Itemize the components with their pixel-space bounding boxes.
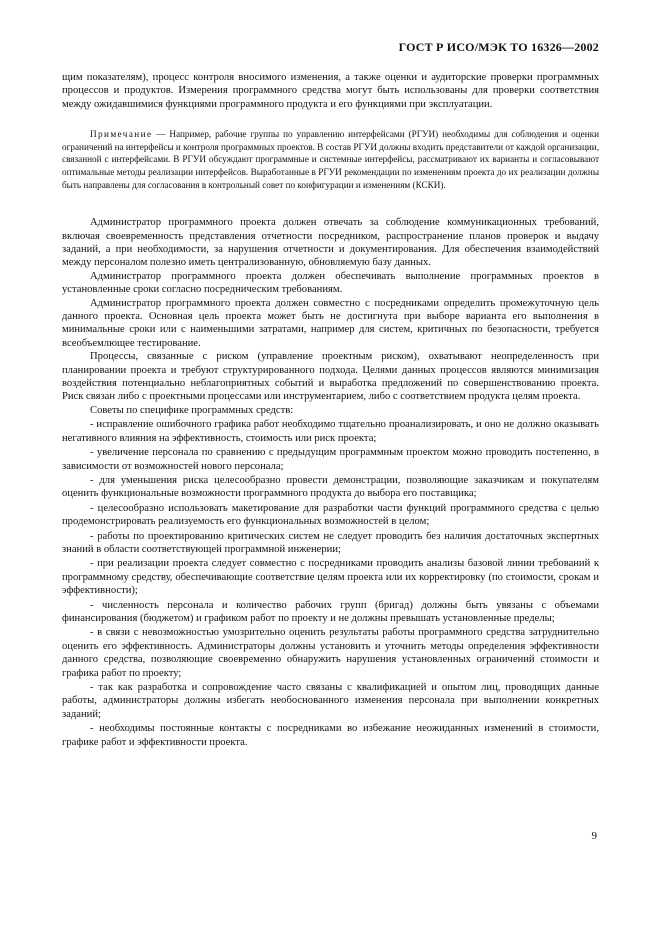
intro-continuation: щим показателям), процесс контроля вносимого изменения, а также оценки и аудиторские проверки программных процессов и продуктов. Измерения программного средства могут быть использованы для проверки соответствия между ожидавшимися функциями программного продукта и его функциями при эксплуатации.	[62, 72, 599, 110]
tips-list	[62, 418, 599, 749]
list-item: - необходимы постоянные контакты с посредниками во избежание неожиданных изменений в стоимости, графике работ и эффективности проекта.	[62, 723, 599, 748]
paragraph-deadlines: Администратор программного проекта должен обеспечивать выполнение программных проектов в установленные сроки согласно посредническим требованиям.	[62, 270, 599, 296]
note-paragraph	[62, 128, 599, 191]
list-item: - для уменьшения риска целесообразно провести демонстрации, позволяющие заказчикам и покупателям оценить функциональные возможности программного продукта до выбора его поставщика;	[62, 474, 599, 500]
list-item: - в связи с невозможностью умозрительно оценить результаты работы программного средства затруднительно оценить его эффективность. Администраторы должны установить и уточнить методы определения эффективности данного средства, позволяющие своевременно обнаружить нарушения установленных ограничений стоимости и графика работ по проекту;	[62, 627, 599, 679]
note-block	[62, 128, 599, 191]
list-item: - целесообразно использовать макетирование для разработки части функций программного средства с целью продемонстрировать реализуемость его функциональных возможностей в целом;	[62, 502, 599, 528]
list-item: - исправление ошибочного графика работ необходимо тщательно проанализировать, и оно не должно оказывать негативного влияния на эффективность, стоимость или риск проекта;	[62, 419, 599, 444]
list-item: - так как разработка и сопровождение часто связаны с квалификацией и опытом лиц, проводящих данные работы, администраторы должны избегать необоснованного изменения персонала при выполнении конкретных заданий;	[62, 682, 599, 720]
tips-heading: Советы по специфике программных средств:	[90, 404, 294, 416]
paragraph-risk: Процессы, связанные с риском (управление проектным риском), охватывают неопределенность при планировании проекта и требуют структурированного подхода. Целями данных процессов являются минимизация воздействия потенциально неблагоприятных событий и выработка предложений по совершенствованию проекта. Риск связан либо с проектными процессами или инструментарием, либо с соответствием продукта целям проекта.	[62, 351, 599, 403]
document-body	[62, 71, 599, 749]
paragraph-intermediate-goal: Администратор программного проекта должен совместно с посредниками определить промежуточную цель данного проекта. Основная цель проекта может быть не достигнута при выборе варианта его выполнения в минимальные сроки или с наименьшими затратами, например для систем, критичных по безопасности, требуется всеобъемлющее тестирование.	[62, 297, 599, 349]
list-item: - численность персонала и количество рабочих групп (бригад) должны быть увязаны с объемами финансирования (бюджетом) и графиком работ по проекту и не должны превышать установленные пределы;	[62, 599, 599, 624]
standard-header: ГОСТ Р ИСО/МЭК ТО 16326—2002	[398, 40, 599, 54]
paragraph-communication: Администратор программного проекта должен отвечать за соблюдение коммуникационных требований, включая своевременность представления отчетности посредником, распространение планов проверок и выдачу заданий, а при необходимости, за нарушения отчетности и документирования. Для обеспечения взаимодействий между персоналом полезно иметь централизованную, обновляемую базу данных.	[62, 217, 599, 269]
list-item: - увеличение персонала по сравнению с предыдущим программным проектом можно проводить постепенно, в зависимости от возможностей нового персонала;	[62, 447, 599, 472]
list-item: - работы по проектированию критических систем не следует проводить без наличия достаточных экспертных знаний в области соответствующей программной инженерии;	[62, 530, 599, 555]
list-item: - при реализации проекта следует совместно с посредниками проводить анализы базовой линии требований к программному средству, обеспечивающие соответствие целям проекта или их корректировку (по стоимости, срокам и эффективности);	[62, 558, 599, 597]
note-text: — Например, рабочие группы по управлению интерфейсами (РГУИ) необходимы для соблюдения и оценки ограничений на интерфейсы и контроля программных проектов. В состав РГУИ должны входить представители от каждой организации, связанной с интерфейсами. В РГУИ обсуждают программные и системные интерфейсы, рассматривают их варианты и согласовывают оптимальные методы реализации интерфейсов. Выработанные в РГУИ рекомендации по изменениям проекта до их реализации должны быть направлены для согласования в контрольный совет по конфигурации и изменениям (КСКИ).	[62, 129, 599, 190]
page-number: 9	[591, 830, 597, 842]
note-label: Примечание	[90, 129, 153, 140]
